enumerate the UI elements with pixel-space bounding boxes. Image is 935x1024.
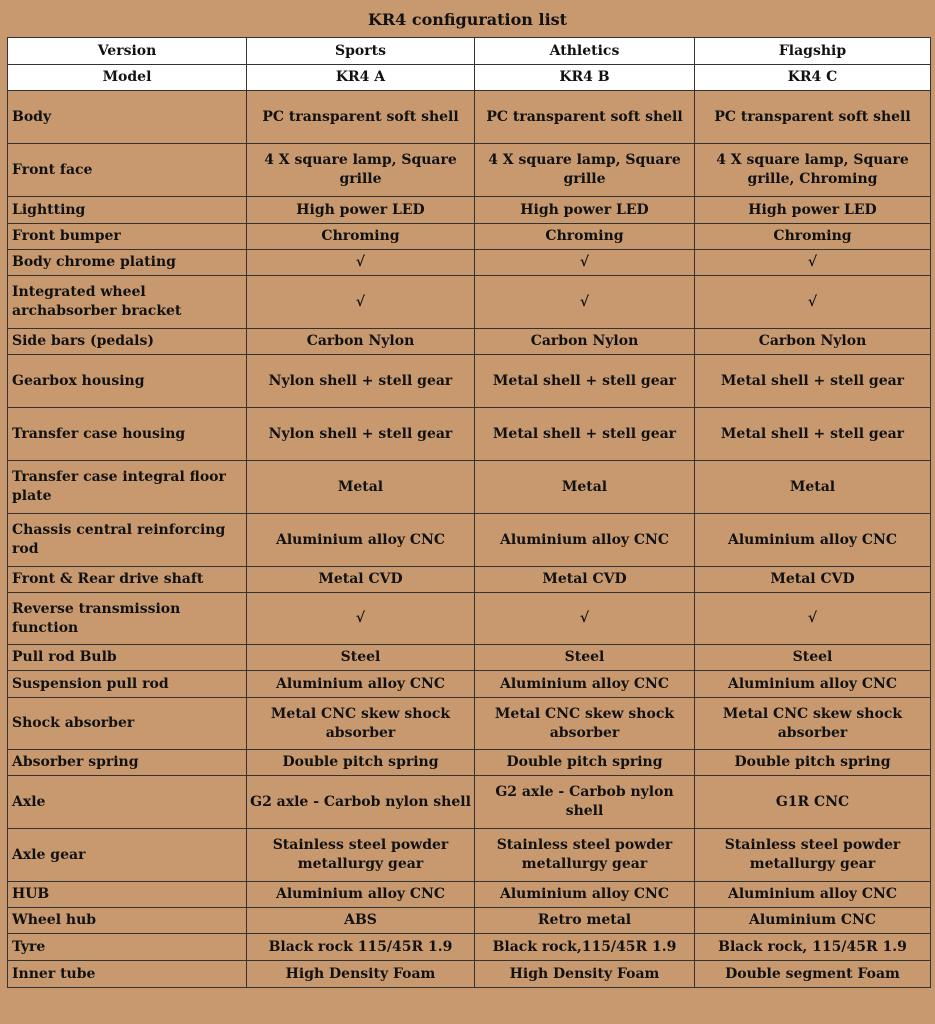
spec-label: Reverse transmission function — [8, 593, 247, 645]
spec-label: Body chrome plating — [8, 250, 247, 276]
spec-row — [8, 567, 931, 593]
kr4-b-value: Carbon Nylon — [475, 329, 695, 355]
kr4-a-value: High power LED — [247, 197, 475, 224]
spec-row — [8, 144, 931, 197]
configuration-table — [7, 37, 931, 988]
spec-row — [8, 461, 931, 514]
kr4-c-value: PC transparent soft shell — [695, 91, 931, 144]
spec-row — [8, 776, 931, 829]
kr4-c-value: Aluminium alloy CNC — [695, 514, 931, 567]
kr4-c-value: Aluminium alloy CNC — [695, 882, 931, 908]
spec-row — [8, 961, 931, 988]
kr4-b-value: 4 X square lamp, Square grille — [475, 144, 695, 197]
kr4-b-value: Retro metal — [475, 908, 695, 934]
kr4-b-value: √ — [475, 250, 695, 276]
spec-row — [8, 355, 931, 408]
version-athletics: Athletics — [475, 38, 695, 65]
spec-label: Front face — [8, 144, 247, 197]
kr4-c-value: Metal CNC skew shock absorber — [695, 698, 931, 750]
kr4-c-value: Double pitch spring — [695, 750, 931, 776]
kr4-b-value: Black rock,115/45R 1.9 — [475, 934, 695, 961]
spec-row — [8, 276, 931, 329]
spec-row — [8, 829, 931, 882]
kr4-b-value: Metal CNC skew shock absorber — [475, 698, 695, 750]
spec-label: Shock absorber — [8, 698, 247, 750]
kr4-a-value: 4 X square lamp, Square grille — [247, 144, 475, 197]
spec-row — [8, 645, 931, 671]
kr4-b-value: Aluminium alloy CNC — [475, 514, 695, 567]
spec-row — [8, 593, 931, 645]
kr4-b-value: Metal CVD — [475, 567, 695, 593]
version-header-label: Version — [8, 38, 247, 65]
kr4-a-value: Aluminium alloy CNC — [247, 671, 475, 698]
kr4-c-value: Chroming — [695, 224, 931, 250]
kr4-b-value: Metal shell + stell gear — [475, 355, 695, 408]
kr4-a-value: √ — [247, 593, 475, 645]
kr4-c-value: Double segment Foam — [695, 961, 931, 988]
kr4-c-value: Carbon Nylon — [695, 329, 931, 355]
kr4-a-value: Stainless steel powder metallurgy gear — [247, 829, 475, 882]
kr4-b-value: Aluminium alloy CNC — [475, 882, 695, 908]
spec-label: Gearbox housing — [8, 355, 247, 408]
version-flagship: Flagship — [695, 38, 931, 65]
kr4-c-value: Metal CVD — [695, 567, 931, 593]
version-sports: Sports — [247, 38, 475, 65]
kr4-a-value: Nylon shell + stell gear — [247, 355, 475, 408]
spec-label: Chassis central reinforcing rod — [8, 514, 247, 567]
kr4-c-value: √ — [695, 593, 931, 645]
kr4-a-value: Carbon Nylon — [247, 329, 475, 355]
spec-label: Body — [8, 91, 247, 144]
spec-row — [8, 882, 931, 908]
spec-label: Transfer case housing — [8, 408, 247, 461]
kr4-a-value: Aluminium alloy CNC — [247, 514, 475, 567]
spec-row — [8, 671, 931, 698]
spec-row — [8, 514, 931, 567]
kr4-c-value: √ — [695, 250, 931, 276]
spec-label: Transfer case integral floor plate — [8, 461, 247, 514]
spec-row — [8, 329, 931, 355]
model-header-row — [8, 65, 931, 91]
spec-label: HUB — [8, 882, 247, 908]
kr4-c-value: Steel — [695, 645, 931, 671]
kr4-c-value: Stainless steel powder metallurgy gear — [695, 829, 931, 882]
spec-row — [8, 698, 931, 750]
kr4-c-value: Metal shell + stell gear — [695, 408, 931, 461]
kr4-a-value: Nylon shell + stell gear — [247, 408, 475, 461]
spec-label: Side bars (pedals) — [8, 329, 247, 355]
kr4-a-value: G2 axle - Carbob nylon shell — [247, 776, 475, 829]
kr4-a-value: Metal CNC skew shock absorber — [247, 698, 475, 750]
spec-row — [8, 224, 931, 250]
kr4-c-value: Aluminium alloy CNC — [695, 671, 931, 698]
kr4-a-value: √ — [247, 276, 475, 329]
spec-label: Absorber spring — [8, 750, 247, 776]
kr4-a-value: Aluminium alloy CNC — [247, 882, 475, 908]
spec-row — [8, 408, 931, 461]
kr4-a-value: PC transparent soft shell — [247, 91, 475, 144]
kr4-b-value: Chroming — [475, 224, 695, 250]
spec-label: Integrated wheel archabsorber bracket — [8, 276, 247, 329]
kr4-c-value: 4 X square lamp, Square grille, Chroming — [695, 144, 931, 197]
kr4-c-value: Aluminium CNC — [695, 908, 931, 934]
kr4-a-value: Double pitch spring — [247, 750, 475, 776]
kr4-b-value: Aluminium alloy CNC — [475, 671, 695, 698]
spec-row — [8, 934, 931, 961]
spec-row — [8, 750, 931, 776]
kr4-a-value: Metal — [247, 461, 475, 514]
spec-label: Front bumper — [8, 224, 247, 250]
kr4-b-value: Steel — [475, 645, 695, 671]
kr4-b-value: Double pitch spring — [475, 750, 695, 776]
kr4-b-value: PC transparent soft shell — [475, 91, 695, 144]
kr4-b-value: G2 axle - Carbob nylon shell — [475, 776, 695, 829]
kr4-b-value: Stainless steel powder metallurgy gear — [475, 829, 695, 882]
kr4-c-value: G1R CNC — [695, 776, 931, 829]
kr4-c-value: High power LED — [695, 197, 931, 224]
kr4-b-value: √ — [475, 276, 695, 329]
kr4-a-value: Steel — [247, 645, 475, 671]
spec-row — [8, 197, 931, 224]
spec-label: Tyre — [8, 934, 247, 961]
spec-row — [8, 908, 931, 934]
kr4-b-value: High Density Foam — [475, 961, 695, 988]
kr4-a-value: Chroming — [247, 224, 475, 250]
version-header-row — [8, 38, 931, 65]
kr4-c-value: Black rock, 115/45R 1.9 — [695, 934, 931, 961]
spec-label: Inner tube — [8, 961, 247, 988]
kr4-c-value: √ — [695, 276, 931, 329]
spec-label: Wheel hub — [8, 908, 247, 934]
kr4-a-value: Metal CVD — [247, 567, 475, 593]
kr4-b-value: High power LED — [475, 197, 695, 224]
kr4-c-value: Metal — [695, 461, 931, 514]
model-kr4-b: KR4 B — [475, 65, 695, 91]
spec-label: Lightting — [8, 197, 247, 224]
model-kr4-a: KR4 A — [247, 65, 475, 91]
kr4-b-value: Metal shell + stell gear — [475, 408, 695, 461]
spec-label: Pull rod Bulb — [8, 645, 247, 671]
spec-row — [8, 250, 931, 276]
spec-row — [8, 91, 931, 144]
spec-label: Suspension pull rod — [8, 671, 247, 698]
spec-label: Axle — [8, 776, 247, 829]
kr4-a-value: √ — [247, 250, 475, 276]
kr4-a-value: Black rock 115/45R 1.9 — [247, 934, 475, 961]
model-kr4-c: KR4 C — [695, 65, 931, 91]
spec-label: Axle gear — [8, 829, 247, 882]
model-header-label: Model — [8, 65, 247, 91]
spec-label: Front & Rear drive shaft — [8, 567, 247, 593]
kr4-a-value: High Density Foam — [247, 961, 475, 988]
page-title: KR4 configuration list — [367, 10, 568, 29]
kr4-c-value: Metal shell + stell gear — [695, 355, 931, 408]
kr4-b-value: √ — [475, 593, 695, 645]
kr4-a-value: ABS — [247, 908, 475, 934]
kr4-b-value: Metal — [475, 461, 695, 514]
